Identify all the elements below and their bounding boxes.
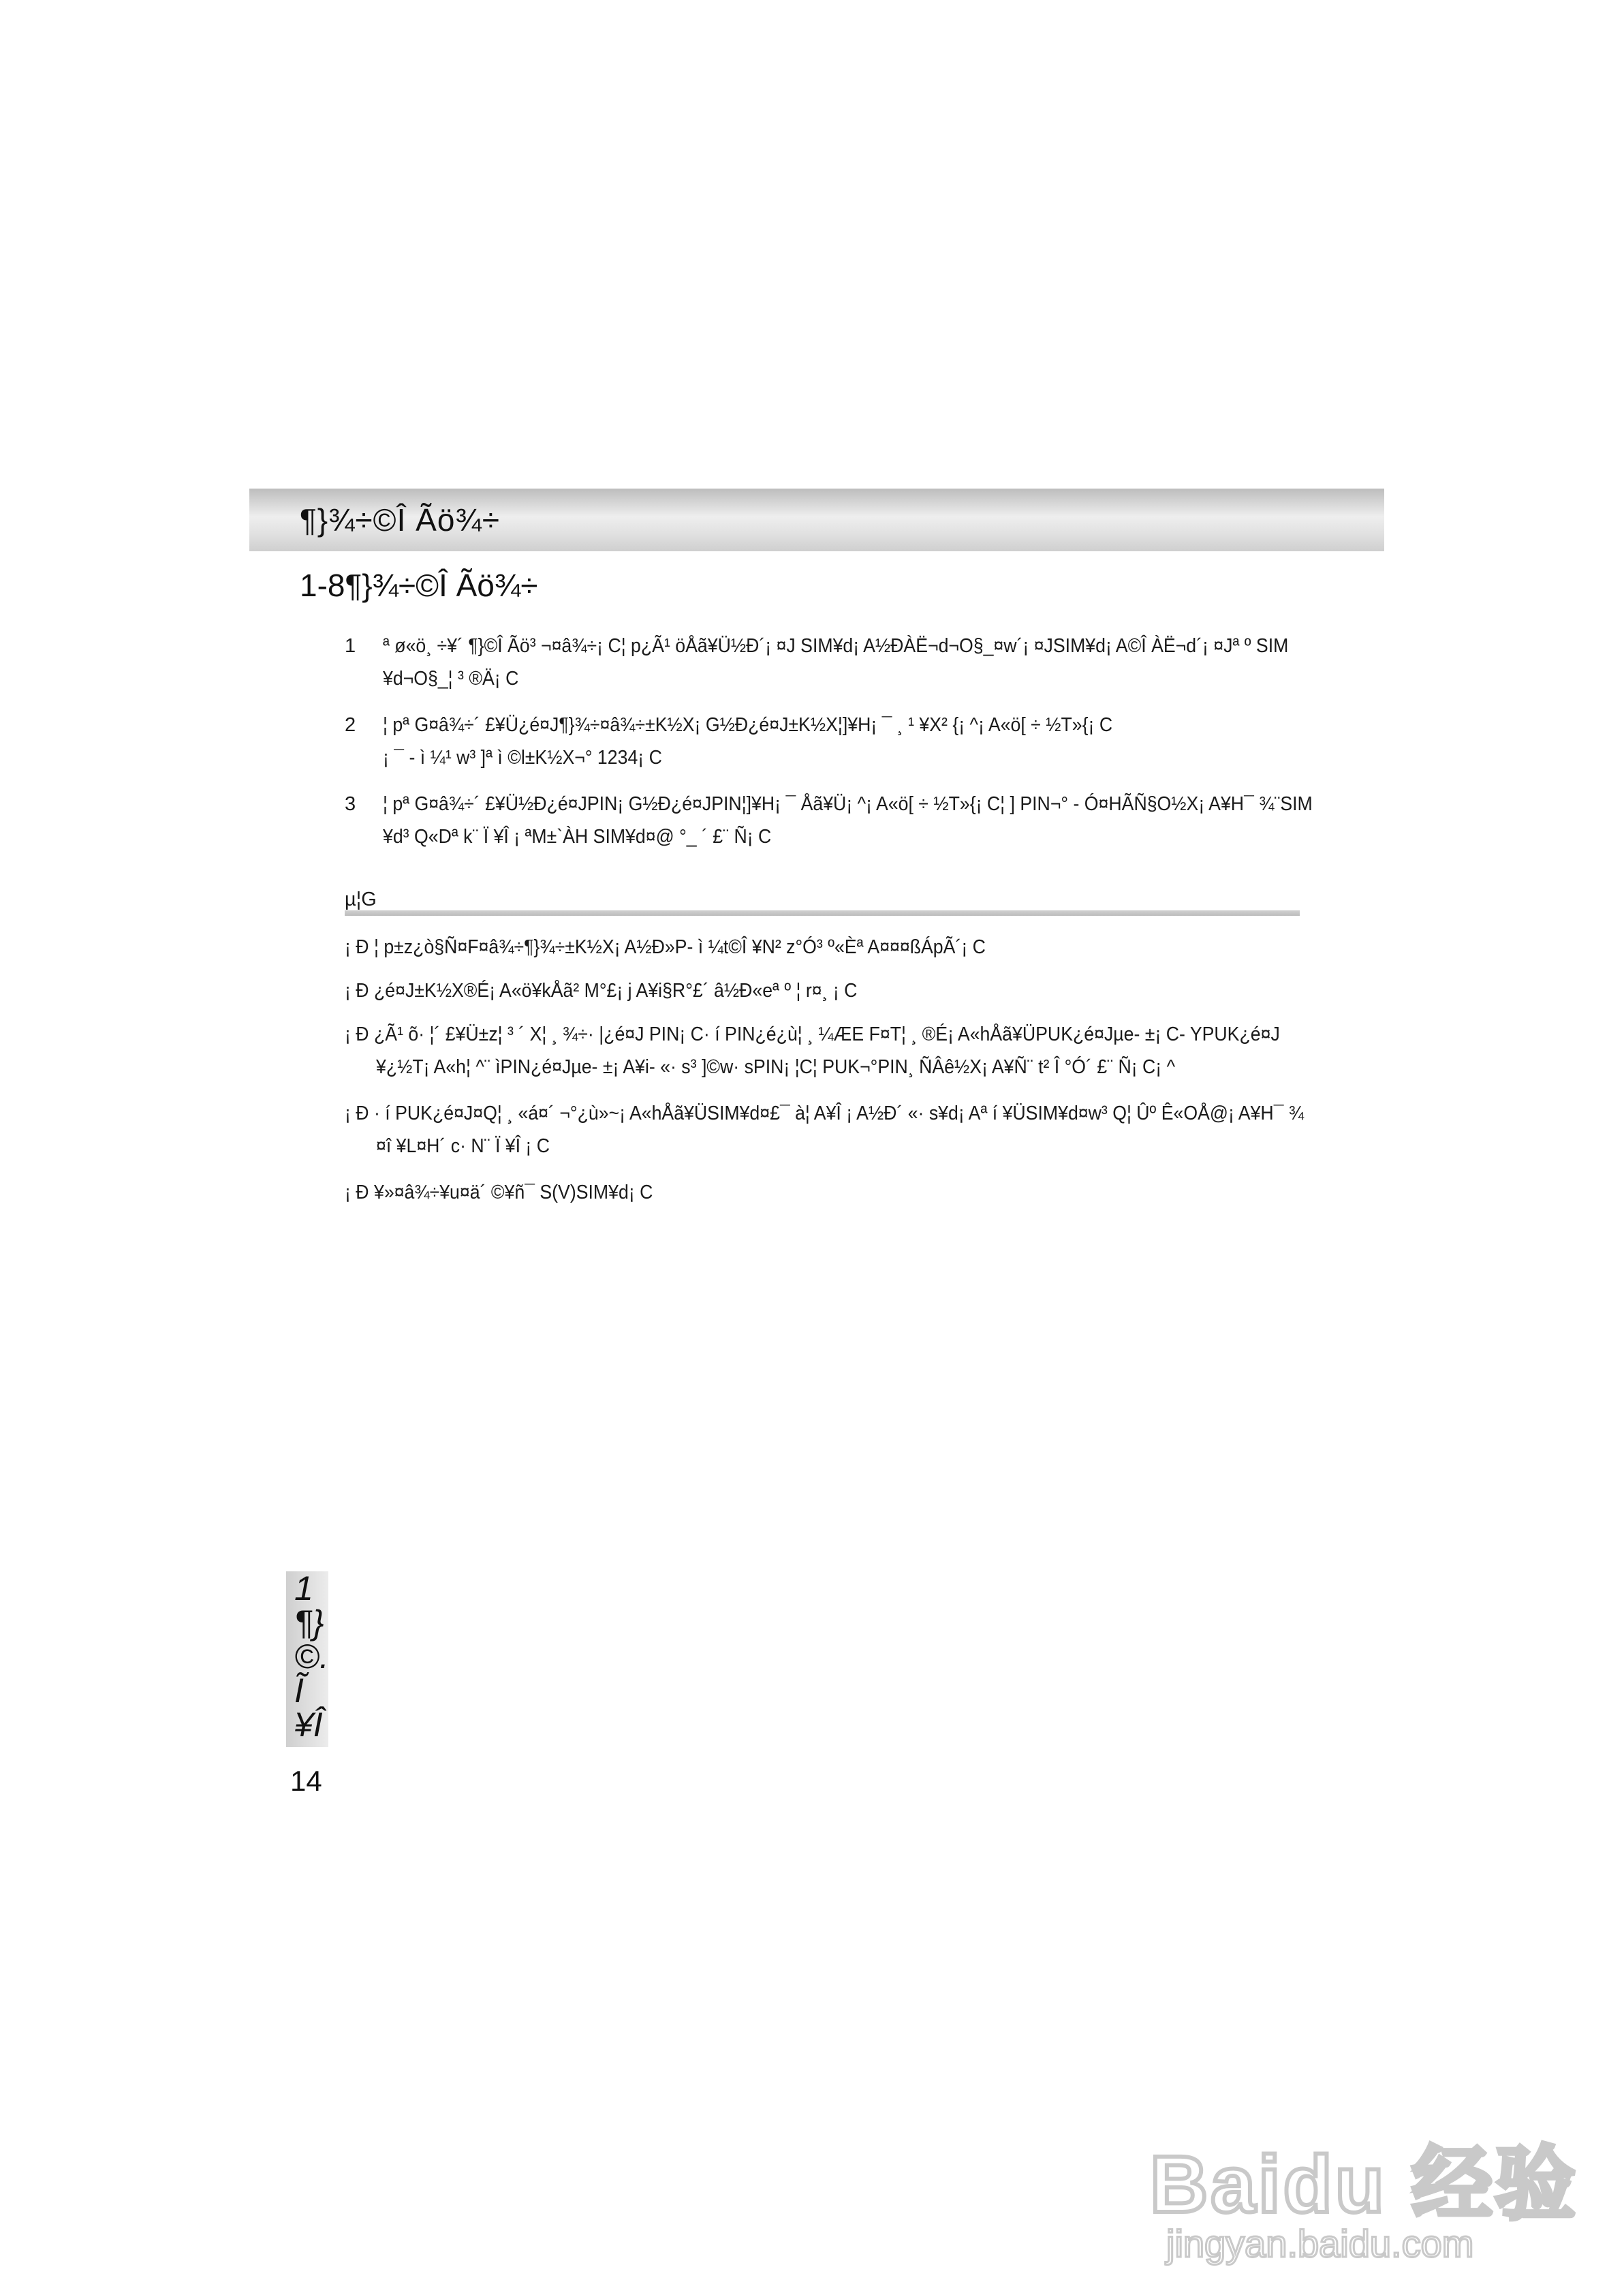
side-tab-char: Ĩ (294, 1672, 304, 1710)
note-2-line-1: ¡ Ð ¿é¤J±K½X®É¡ A«ö¥kÅã² M°£¡ j A¥i§R°£´ â½Ð«eª º ¦ r¤¸ ¡ C (345, 980, 858, 1002)
item-1-line-1: ª ø«ö¸ ÷¥´ ¶}©Î Ãö³ ¬¤â¾÷¡ C¦ p¿Ã¹ öÅã¥Ü½Ð´¡ ¤J SIM¥d¡ A½ÐÀË¬d¬O§_¤w´¡ ¤JSIM¥d¡ A©Î ÀË¬d´¡ ¤Jª º SIM (383, 635, 1289, 657)
watermark-url: jingyan.baidu.com (1166, 2222, 1474, 2265)
chapter-side-tab-text (294, 1571, 328, 1742)
baidu-watermark (1150, 2119, 1593, 2269)
item-3-line-1: ¦ pª G¤â¾÷´ £¥Ü½Ð¿é¤JPIN¡ G½Ð¿é¤JPIN¦]¥H¡ ¯ Åã¥Ü¡ ^¡ A«ö[ ÷ ½T»{¡ C¦ ] PIN¬° - Ó¤HÃÑ§O½X¡ A¥H¯ ¾¨SIM (383, 793, 1313, 815)
side-tab-char: 1 (294, 1569, 313, 1607)
notes-divider (345, 910, 1300, 916)
note-5-line-1: ¡ Ð ¥»¤â¾÷¥u¤ä´ ©¥ñ¯ S(V)SIM¥d¡ C (345, 1182, 653, 1203)
side-tab-char: ¶} (294, 1603, 324, 1642)
note-4-line-2: ¤î ¥L¤H´ c· N¨ Ï ¥Î ¡ C (376, 1135, 550, 1157)
side-tab-char: ©. (294, 1637, 329, 1676)
chapter-header-title: ¶}¾÷©Î Ãö¾÷ (300, 502, 501, 538)
note-4-line-1: ¡ Ð · í PUK¿é¤J¤Q¦ ¸ «á¤´ ¬°¿ù»~¡ A«hÅã¥ÜSIM¥d¤£¯ à¦ A¥Î ¡ A½Ð´ «· s¥d¡ Aª í ¥ÜSIM¥d¤w³ Q¦ Ûº Ê«OÅ@¡ A¥H¯ ¾ (345, 1103, 1305, 1124)
note-1-line-1: ¡ Ð ¦ p±z¿ò§Ñ¤F¤â¾÷¶}¾÷±K½X¡ A½Ð»P- ì ¼t©Î ¥N² z°Ó³ º«Èª A¤¤¤ßÁpÃ´¡ C (345, 936, 986, 958)
item-1-line-2: ¥d¬O§_¦ ³ ®Ä¡ C (383, 668, 519, 690)
notes-heading: µ¦G (345, 889, 377, 910)
page-number: 14 (290, 1765, 322, 1797)
item-2-number: 2 (345, 714, 356, 736)
item-3-number: 3 (345, 793, 356, 815)
item-3-line-2: ¥d³ Q«Dª k¨ Ï ¥Î ¡ ªM±`ÀH SIM¥d¤@ °_ ´ £¨ Ñ¡ C (383, 826, 772, 848)
side-tab-char: ¥Î (294, 1706, 323, 1744)
item-2-line-1: ¦ pª G¤â¾÷´ £¥Ü¿é¤J¶}¾÷¤â¾÷±K½X¡ G½Ð¿é¤J±K½X¦]¥H¡ ¯ ¸ ¹ ¥X² {¡ ^¡ A«ö[ ÷ ½T»{¡ C (383, 714, 1113, 736)
section-title: 1-8¶}¾÷©Î Ãö¾÷ (300, 568, 538, 603)
item-2-line-2: ¡ ¯ - ì ¼¹ w³ ]ª ì ©l±K½X¬° 1234¡ C (383, 747, 662, 769)
note-3-line-1: ¡ Ð ¿Ã¹ õ· ¦´ £¥Ü±z¦ ³ ´ X¦ ¸ ¾÷· |¿é¤J PIN¡ C· í PIN¿é¿ù¦ ¸ ¼ÆE F¤T¦ ¸ ®É¡ A«hÅã¥ÜPUK¿é¤Jµe- ±¡ C- YPUK¿é¤J (345, 1023, 1280, 1045)
item-1-number: 1 (345, 635, 356, 657)
note-3-line-2: ¥¿½T¡ A«h¦ ^¨ ìPIN¿é¤Jµe- ±¡ A¥i- «· s³ ]©w· sPIN¡ ¦C¦ PUK¬°PIN¸ ÑÂê½X¡ A¥Ñ¨ t² Î °Ó´ £¨ Ñ¡ C¡ ^ (376, 1056, 1176, 1078)
watermark-logo: Baidu 经验 (1150, 2140, 1578, 2230)
